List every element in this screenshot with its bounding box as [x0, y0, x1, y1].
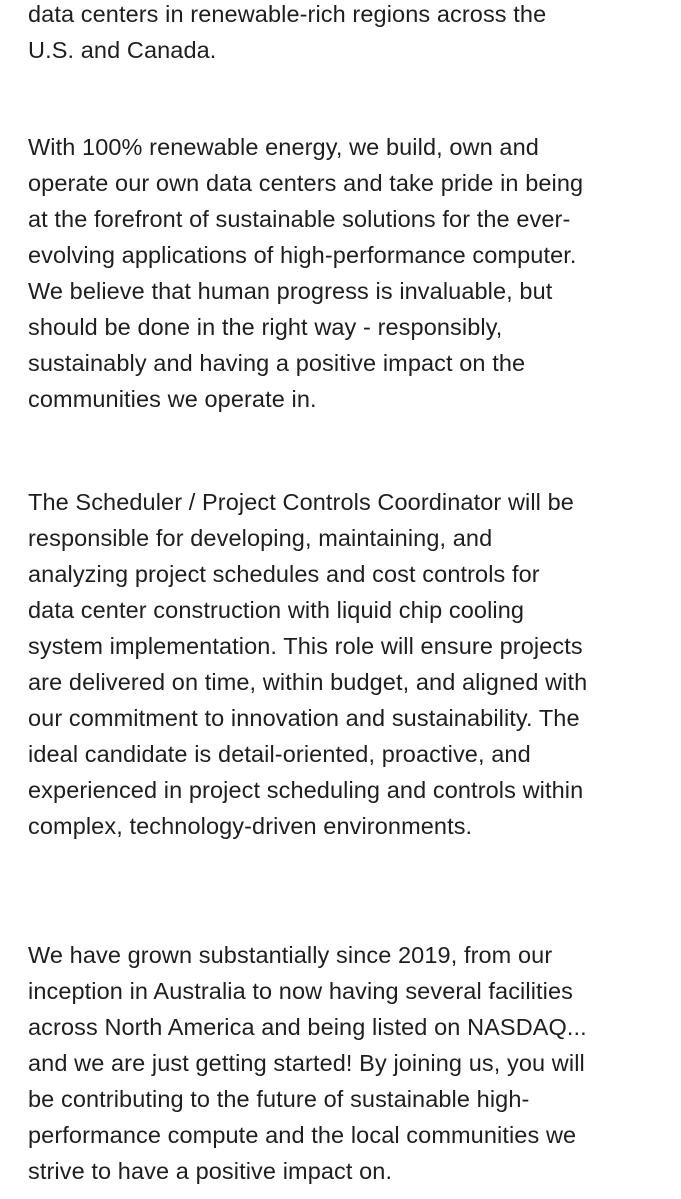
- paragraph-company-intro-continued: data centers in renewable-rich regions across the U.S. and Canada.: [28, 1, 547, 63]
- paragraph-role-summary: The Scheduler / Project Controls Coordinator will be responsible for developing, maintaining, and analyzing project schedules and cost controls for data center construction with liquid chip cooling system implementation. This role will ensure projects are delivered on time, within budget, and aligned with our commitment to innovation and sustainability. The ideal candidate is detail-oriented, proactive, and experienced in project scheduling and controls within complex, technology-driven environments.: [28, 489, 588, 839]
- paragraph-company-growth: We have grown substantially since 2019, from our inception in Australia to now having several facilities across North America and being listed on NASDAQ... and we are just getting started! By joining us, you will be contributing to the future of sustainable high- performance compute and the local communities we strive to have a positive impact on.: [28, 942, 587, 1184]
- paragraph-renewable-energy: With 100% renewable energy, we build, own and operate our own data centers and take pride in being at the forefront of sustainable solutions for the ever- evolving applications of high-performance computer. We believe that human progress is invaluable, but should be done in the right way - responsibly, sustainably and having a positive impact on the communities we operate in.: [28, 134, 584, 412]
